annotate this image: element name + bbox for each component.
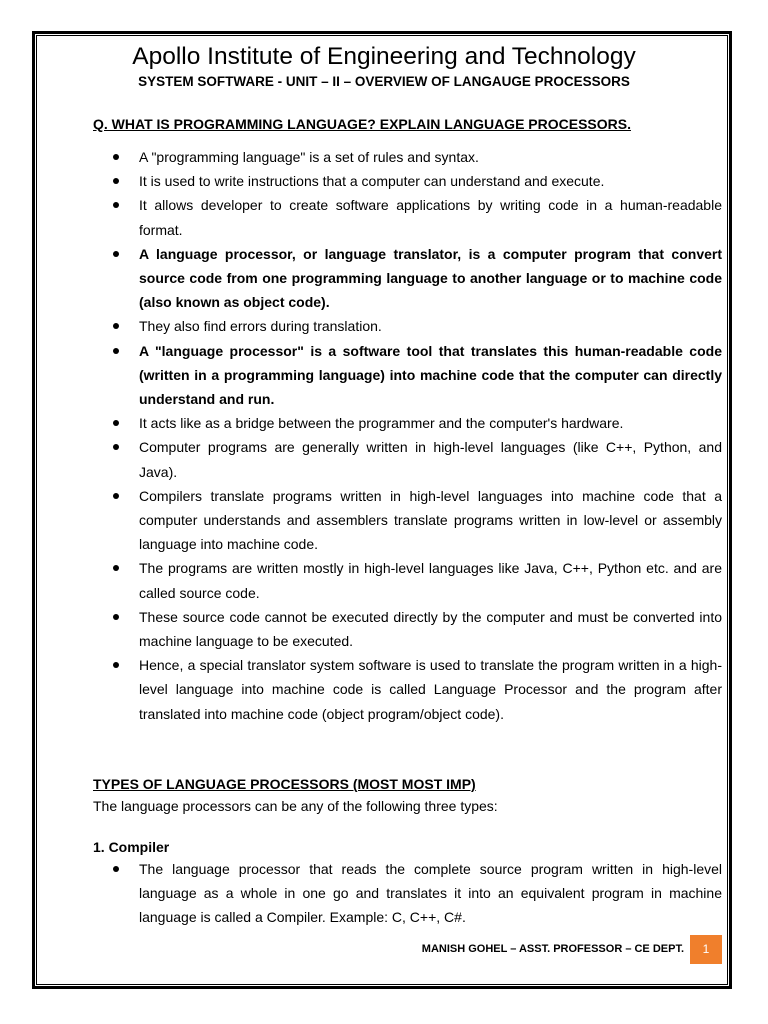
bullet-icon [113, 348, 119, 354]
list-item: It acts like as a bridge between the programmer and the computer's hardware. [93, 411, 722, 435]
list-item: It is used to write instructions that a computer can understand and execute. [93, 169, 722, 193]
list-item: They also find errors during translation. [93, 314, 722, 338]
list-item: The language processor that reads the complete source program written in high-level language as a whole in one go and translates it into an equivalent program in machine language is called a Compiler. Example: C, C++, C#. [93, 857, 722, 930]
bullet-icon [113, 178, 119, 184]
compiler-heading: 1. Compiler [93, 839, 170, 855]
bullet-icon [113, 202, 119, 208]
types-intro: The language processors can be any of the following three types: [93, 798, 498, 814]
list-item: Compilers translate programs written in high-level languages into machine code that a computer understands and assemblers translate programs written in low-level or assembly language into machine code. [93, 484, 722, 557]
bullet-icon [113, 420, 119, 426]
list-item: It allows developer to create software applications by writing code in a human-readable format. [93, 193, 722, 241]
compiler-bullet-list [93, 857, 722, 930]
footer-author: MANISH GOHEL – ASST. PROFESSOR – CE DEPT. [421, 943, 684, 955]
bullet-list [93, 145, 722, 726]
bullet-icon [113, 565, 119, 571]
bullet-icon [113, 323, 119, 329]
list-item: A language processor, or language translator, is a computer program that convert source code from one programming language to another language or to machine code (also known as object code). [93, 242, 722, 315]
bullet-icon [113, 866, 119, 872]
list-item: The programs are written mostly in high-level languages like Java, C++, Python etc. and are called source code. [93, 556, 722, 604]
bullet-icon [113, 493, 119, 499]
bullet-icon [113, 614, 119, 620]
types-heading: TYPES OF LANGUAGE PROCESSORS (MOST MOST IMP) [93, 776, 476, 792]
bullet-icon [113, 251, 119, 257]
page-title: Apollo Institute of Engineering and Technology [132, 43, 636, 70]
question-heading: Q. WHAT IS PROGRAMMING LANGUAGE? EXPLAIN LANGUAGE PROCESSORS. [93, 116, 631, 132]
list-item: Computer programs are generally written in high-level languages (like C++, Python, and Java). [93, 435, 722, 483]
list-item: These source code cannot be executed directly by the computer and must be converted into machine language to be executed. [93, 605, 722, 653]
bullet-icon [113, 662, 119, 668]
list-item: Hence, a special translator system software is used to translate the program written in a high-level language into machine code is called Language Processor and the program after translated into machine code (object program/object code). [93, 653, 722, 726]
bullet-icon [113, 154, 119, 160]
list-item: A "language processor" is a software tool that translates this human-readable code (written in a programming language) into machine code that the computer can directly understand and run. [93, 339, 722, 412]
list-item: A "programming language" is a set of rules and syntax. [93, 145, 722, 169]
page-subtitle: SYSTEM SOFTWARE - UNIT – II – OVERVIEW OF LANGAUGE PROCESSORS [138, 74, 630, 89]
page-number-badge: 1 [690, 935, 722, 964]
bullet-icon [113, 444, 119, 450]
